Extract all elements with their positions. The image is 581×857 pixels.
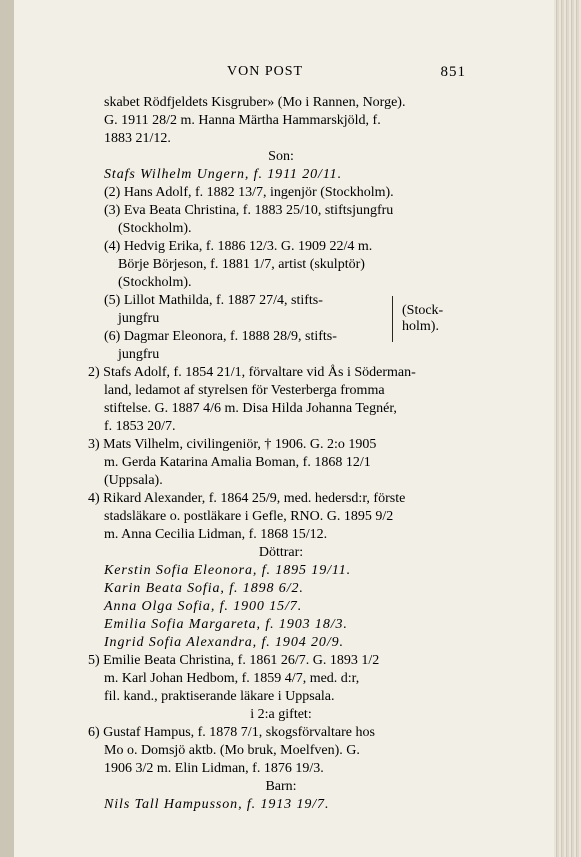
text-line: m. Gerda Katarina Amalia Boman, f. 1868 12/1 (104, 455, 371, 470)
text-line: Nils Tall Hampusson, f. 1913 19/7. (104, 797, 330, 812)
section-heading: Döttrar: (258, 545, 304, 560)
text-line: Ingrid Sofia Alexandra, f. 1904 20/9. (104, 635, 344, 650)
book-page-edges (554, 0, 581, 857)
running-head: VON POST (227, 64, 304, 79)
text-line: land, ledamot af styrelsen för Vesterberga fromma (104, 383, 385, 398)
section-heading: Son: (268, 149, 294, 164)
text-line: Anna Olga Sofia, f. 1900 15/7. (104, 599, 303, 614)
text-line: 3) Mats Vilhelm, civilingeniör, † 1906. G. 2:o 1905 (88, 437, 377, 452)
text-line: 2) Stafs Adolf, f. 1854 21/1, förvaltare vid Ås i Söderman- (88, 365, 416, 380)
text-line: (6) Dagmar Eleonora, f. 1888 28/9, stifts- (104, 329, 337, 344)
text-line: m. Anna Cecilia Lidman, f. 1868 15/12. (104, 527, 328, 542)
text-line: skabet Rödfjeldets Kisgruber» (Mo i Rannen, Norge). (104, 95, 406, 110)
text-line: Börje Börjeson, f. 1881 1/7, artist (skulptör) (118, 257, 365, 272)
page-number: 851 (440, 64, 466, 80)
section-heading: Barn: (265, 779, 297, 794)
text-line: (5) Lillot Mathilda, f. 1887 27/4, stifts- (104, 293, 323, 308)
text-line: 5) Emilie Beata Christina, f. 1861 26/7. G. 1893 1/2 (88, 653, 380, 668)
page-header (96, 64, 466, 82)
text-line: f. 1853 20/7. (104, 419, 176, 434)
text-line: (Stockholm). (118, 275, 192, 290)
text-line: fil. kand., praktiserande läkare i Uppsala. (104, 689, 335, 704)
text-line: 1906 3/2 m. Elin Lidman, f. 1876 19/3. (104, 761, 324, 776)
text-line: stiftelse. G. 1887 4/6 m. Disa Hilda Johanna Tegnér, (104, 401, 397, 416)
text-line: 6) Gustaf Hampus, f. 1878 7/1, skogsförvaltare hos (88, 725, 375, 740)
text-line: (Stockholm). (118, 221, 192, 236)
brace-line: holm). (402, 319, 439, 334)
scan-left-margin (0, 0, 14, 857)
text-line: Mo o. Domsjö aktb. (Mo bruk, Moelfven). G. (104, 743, 360, 758)
brace-annotation (402, 303, 443, 335)
text-line: Karin Beata Sofia, f. 1898 6/2. (104, 581, 304, 596)
brace-line: (Stock- (402, 303, 444, 318)
section-heading: i 2:a giftet: (250, 707, 312, 722)
text-line: (4) Hedvig Erika, f. 1886 12/3. G. 1909 22/4 m. (104, 239, 373, 254)
text-line: jungfru (118, 347, 160, 362)
grouping-brace (392, 296, 397, 342)
text-line: m. Karl Johan Hedbom, f. 1859 4/7, med. d:r, (104, 671, 360, 686)
text-line: stadsläkare o. postläkare i Gefle, RNO. G. 1895 9/2 (104, 509, 394, 524)
genealogy-text (88, 94, 474, 814)
text-line: 4) Rikard Alexander, f. 1864 25/9, med. hedersd:r, förste (88, 491, 406, 506)
text-line: (3) Eva Beata Christina, f. 1883 25/10, stiftsjungfru (104, 203, 394, 218)
shared-residence-group (88, 292, 474, 364)
text-line: Emilia Sofia Margareta, f. 1903 18/3. (104, 617, 348, 632)
text-line: (2) Hans Adolf, f. 1882 13/7, ingenjör (Stockholm). (104, 185, 394, 200)
text-line: (Uppsala). (104, 473, 163, 488)
text-line: G. 1911 28/2 m. Hanna Märtha Hammarskjöld, f. (104, 113, 381, 128)
text-line: Stafs Wilhelm Ungern, f. 1911 20/11. (104, 167, 342, 182)
text-line: 1883 21/12. (104, 131, 171, 146)
text-line: Kerstin Sofia Eleonora, f. 1895 19/11. (104, 563, 352, 578)
text-line: jungfru (118, 311, 160, 326)
